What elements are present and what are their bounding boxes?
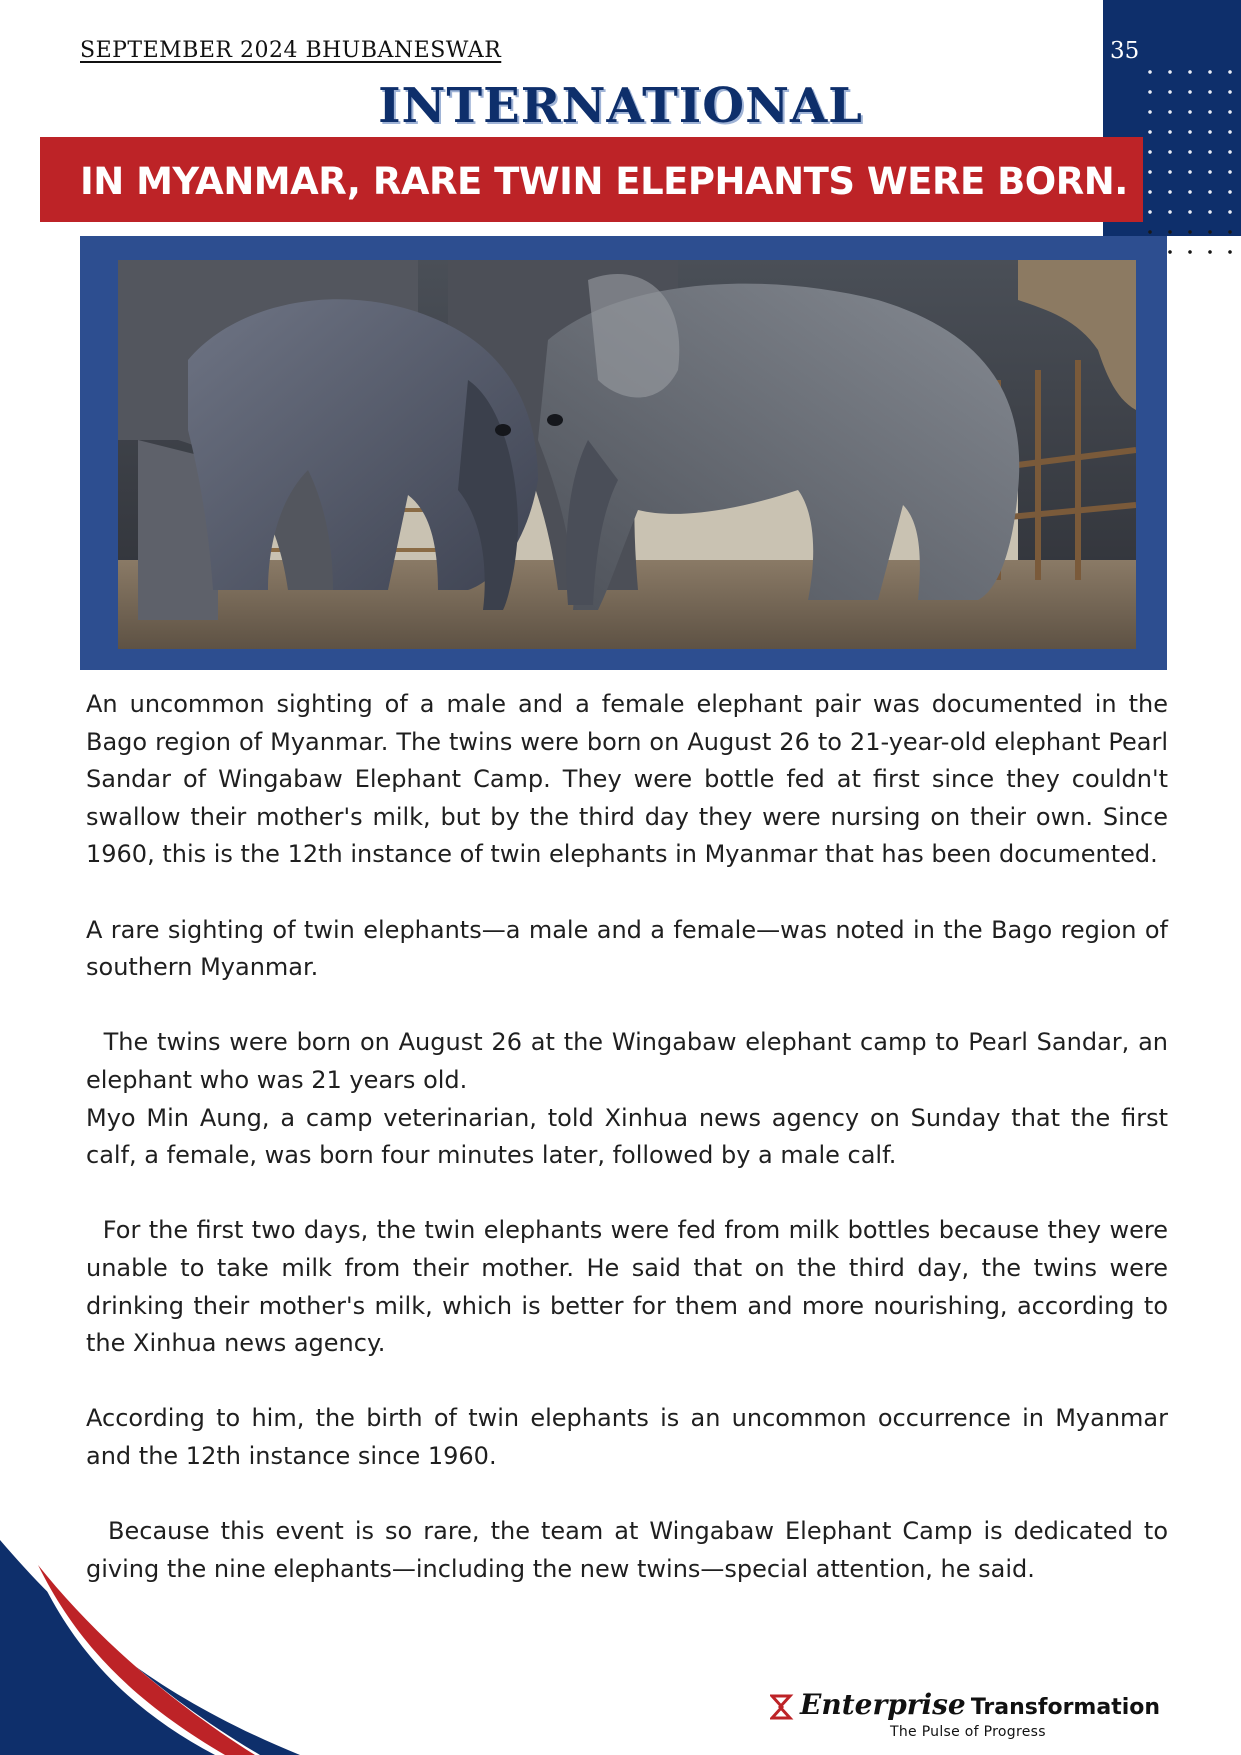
elephant-twins-photo xyxy=(118,260,1136,649)
article-body xyxy=(86,686,1168,1588)
brand-name-italic: Enterprise xyxy=(800,1688,966,1721)
article-paragraph: According to him, the birth of twin elephants is an uncommon occurrence in Myanmar and the 12th instance since 1960. xyxy=(86,1404,1168,1470)
page-number: 35 xyxy=(1110,38,1140,64)
article-paragraph: For the first two days, the twin elephants were fed from milk bottles because they were unable to take milk from their mother. He said that on the third day, the twins were drinking their mother's milk, which is better for them and more nourishing, according to the Xinhua news agency. xyxy=(86,1216,1168,1358)
article-paragraph: A rare sighting of twin elephants—a male and a female—was noted in the Bago region of southern Myanmar. xyxy=(86,915,1168,982)
elephant-photo-illustration xyxy=(118,260,1136,649)
issue-line: SEPTEMBER 2024 BHUBANESWAR xyxy=(80,38,502,63)
brand-tagline: The Pulse of Progress xyxy=(890,1724,1046,1740)
article-paragraph: The twins were born on August 26 at the Wingabaw elephant camp to Pearl Sandar, an elephant who was 21 years old. xyxy=(86,1028,1168,1094)
brand-name xyxy=(800,1688,1160,1721)
brand-arrow-icon xyxy=(770,1694,794,1720)
section-title: INTERNATIONAL xyxy=(378,78,863,134)
article-paragraph: Myo Min Aung, a camp veterinarian, told Xinhua news agency on Sunday that the first calf, a female, was born four minutes later, followed by a male calf. xyxy=(86,1103,1168,1170)
article-paragraph: Because this event is so rare, the team at Wingabaw Elephant Camp is dedicated to giving the nine elephants—including the new twins—special attention, he said. xyxy=(86,1517,1168,1583)
brand-logo xyxy=(770,1688,1170,1748)
article-headline: IN MYANMAR, RARE TWIN ELEPHANTS WERE BORN. xyxy=(80,160,1128,203)
decorative-swoosh xyxy=(0,1500,300,1755)
article-paragraph: An uncommon sighting of a male and a female elephant pair was documented in the Bago region of Myanmar. The twins were born on August 26 to 21-year-old elephant Pearl Sandar of Wingabaw Elephant Camp. They were bottle fed at first since they couldn't swallow their mother's milk, but by the third day they were nursing on their own. Since 1960, this is the 12th instance of twin elephants in Myanmar that has been documented. xyxy=(86,690,1168,869)
brand-name-bold: Transformation xyxy=(970,1695,1161,1720)
